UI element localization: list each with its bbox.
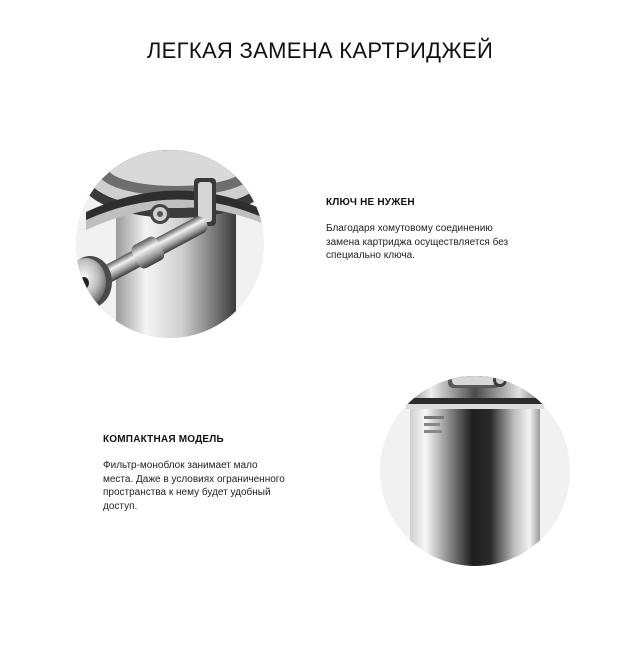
clamp-knob-photo (76, 150, 264, 338)
filter-housing-photo (380, 376, 570, 566)
feature-text-line: Благодаря хомутовому соединению (326, 223, 493, 234)
feature-title-no-key: КЛЮЧ НЕ НУЖЕН (326, 197, 415, 208)
feature-text-line: места. Даже в условиях ограниченного (103, 473, 285, 485)
feature-text-no-key (326, 222, 508, 263)
feature-text-line: замена картриджа осуществляется без (326, 236, 509, 248)
feature-text-line: Фильтр-моноблок занимает мало (103, 460, 258, 471)
feature-text-line: доступ. (103, 500, 138, 512)
feature-text-line: специально ключа. (326, 250, 415, 261)
feature-title-compact: КОМПАКТНАЯ МОДЕЛЬ (103, 434, 224, 445)
feature-text-compact (103, 459, 285, 513)
page-title: ЛЕГКАЯ ЗАМЕНА КАРТРИДЖЕЙ (146, 38, 494, 63)
feature-text-line: пространства к нему будет удобный (103, 487, 271, 498)
